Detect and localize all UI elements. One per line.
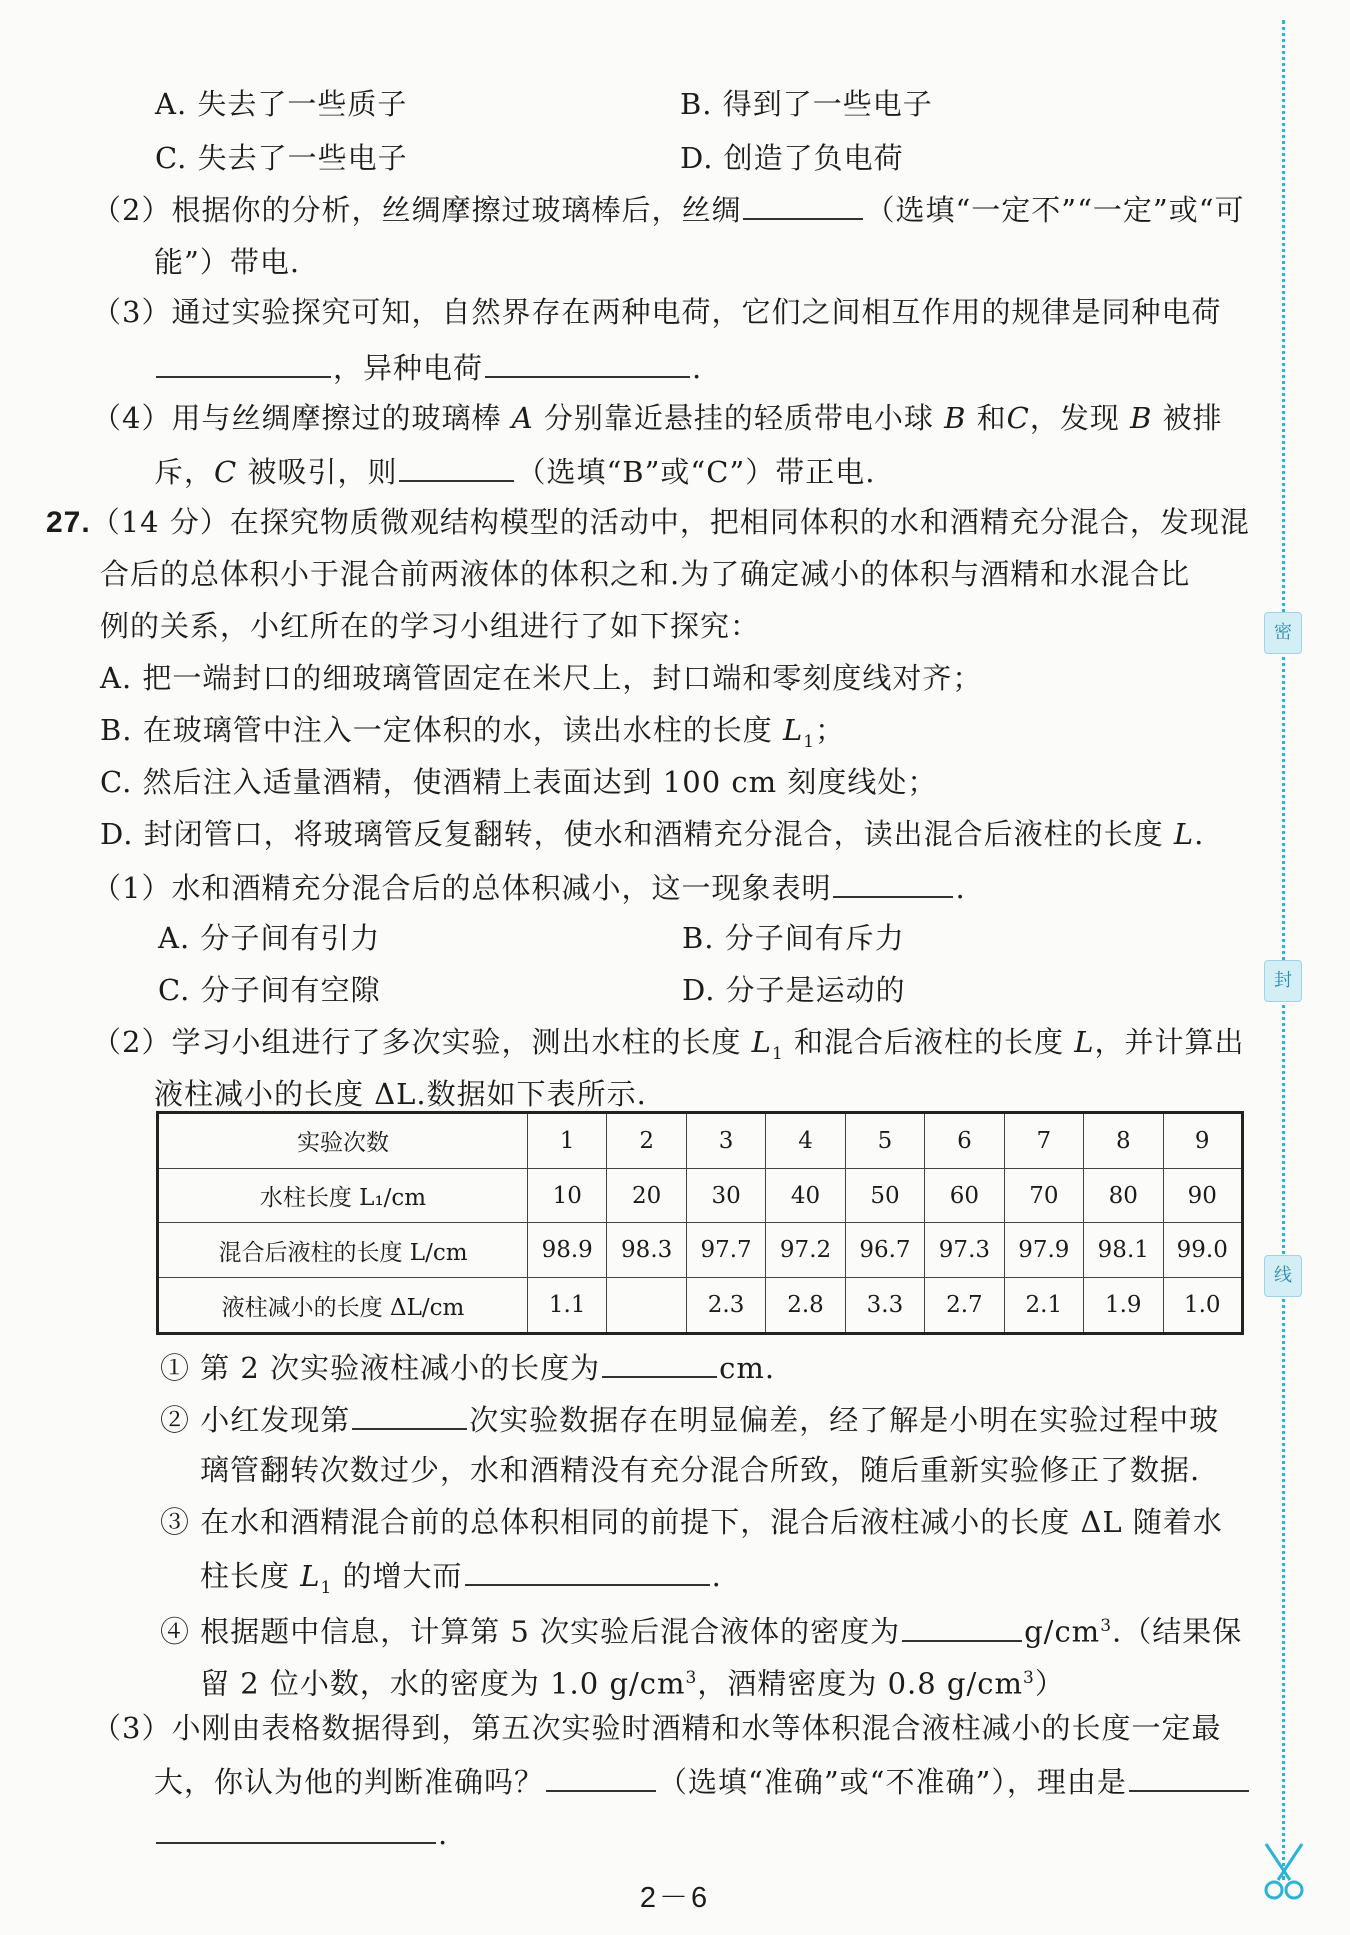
q27-intro-line1: 27.（14 分）在探究物质微观结构模型的活动中，把相同体积的水和酒精充分混合，发现混 xyxy=(46,505,1250,539)
q27-part2-line2: 液柱减小的长度 ΔL.数据如下表所示. xyxy=(154,1077,647,1111)
binding-margin-line xyxy=(1282,20,1285,1880)
q27-part2-line1: （2）学习小组进行了多次实验，测出水柱的长度 $L_1$ 和混合后液柱的长度 L，并计算出 xyxy=(92,1025,1245,1064)
table-cell: 实验次数 xyxy=(158,1113,528,1169)
table-cell: 30 xyxy=(686,1168,765,1223)
question-number: 27. xyxy=(46,506,91,539)
table-cell: 98.3 xyxy=(607,1223,686,1278)
table-cell: 2.8 xyxy=(766,1278,845,1334)
table-cell: 97.9 xyxy=(1004,1223,1083,1278)
q27-intro-line3: 例的关系，小红所在的学习小组进行了如下探究： xyxy=(100,609,761,643)
table-cell: 混合后液柱的长度 L/cm xyxy=(158,1223,528,1278)
table-cell: 7 xyxy=(1004,1113,1083,1169)
q27-step-d: D. 封闭管口，将玻璃管反复翻转，使水和酒精充分混合，读出混合后液柱的长度 L. xyxy=(100,817,1205,851)
table-cell: 20 xyxy=(607,1168,686,1223)
q27-sub3-line1: ③ 在水和酒精混合前的总体积相同的前提下，混合后液柱减小的长度 ΔL 随着水 xyxy=(160,1505,1223,1539)
margin-tag-feng: 封 xyxy=(1264,960,1302,1002)
q27-intro-line2: 合后的总体积小于混合前两液体的体积之和.为了确定减小的体积与酒精和水混合比 xyxy=(100,557,1191,591)
table-cell: 10 xyxy=(528,1168,607,1223)
table-cell: 水柱长度 L₁/cm xyxy=(158,1168,528,1223)
q26-part3-line2: ，异种电荷 . xyxy=(154,346,702,388)
q27-sub2-line1: ② 小红发现第 次实验数据存在明显偏差，经了解是小明在实验过程中玻 xyxy=(160,1398,1219,1440)
table-cell: 2.3 xyxy=(686,1278,765,1334)
table-cell: 50 xyxy=(845,1168,924,1223)
table-cell: 3 xyxy=(686,1113,765,1169)
experiment-data-table xyxy=(156,1111,1244,1335)
answer-blank[interactable] xyxy=(1129,1760,1249,1792)
table-cell: 97.3 xyxy=(925,1223,1004,1278)
q27-sub1: ① 第 2 次实验液柱减小的长度为 cm. xyxy=(160,1346,775,1388)
q27-part1-option-c: C. 分子间有空隙 xyxy=(158,973,381,1007)
table-cell: 98.1 xyxy=(1084,1223,1163,1278)
table-cell: 2.7 xyxy=(925,1278,1004,1334)
table-cell: 2.1 xyxy=(1004,1278,1083,1334)
answer-blank[interactable] xyxy=(156,1812,436,1844)
answer-blank[interactable] xyxy=(902,1610,1022,1642)
answer-blank[interactable] xyxy=(546,1760,656,1792)
q26-option-b: B. 得到了一些电子 xyxy=(680,87,933,121)
table-cell: 2 xyxy=(607,1113,686,1169)
answer-blank[interactable] xyxy=(602,1346,717,1378)
q27-part1-option-d: D. 分子是运动的 xyxy=(682,973,906,1007)
answer-blank[interactable] xyxy=(833,866,953,898)
q26-part2-line1: （2）根据你的分析，丝绸摩擦过玻璃棒后，丝绸 （选填“一定不”“一定”或“可 xyxy=(92,188,1245,230)
q27-part3-line3: . xyxy=(154,1812,448,1854)
q27-sub3-line2: 柱长度 $L_1$ 的增大而 . xyxy=(200,1554,722,1608)
answer-blank[interactable] xyxy=(156,346,331,378)
table-cell: 1.9 xyxy=(1084,1278,1163,1334)
table-cell: 90 xyxy=(1163,1168,1243,1223)
table-cell: 9 xyxy=(1163,1113,1243,1169)
answer-blank[interactable] xyxy=(465,1554,710,1586)
table-cell: 97.2 xyxy=(766,1223,845,1278)
table-cell: 99.0 xyxy=(1163,1223,1243,1278)
q26-option-c: C. 失去了一些电子 xyxy=(155,141,408,175)
table-cell: 40 xyxy=(766,1168,845,1223)
table-cell: 1.1 xyxy=(528,1278,607,1334)
table-cell-blank[interactable] xyxy=(607,1278,686,1334)
table-cell: 1 xyxy=(528,1113,607,1169)
table-cell: 5 xyxy=(845,1113,924,1169)
table-cell: 80 xyxy=(1084,1168,1163,1223)
page-number: 2－6 xyxy=(639,1882,711,1914)
table-cell: 8 xyxy=(1084,1113,1163,1169)
table-row xyxy=(158,1168,1243,1223)
answer-blank[interactable] xyxy=(399,450,514,482)
table-row xyxy=(158,1278,1243,1334)
answer-blank[interactable] xyxy=(352,1398,467,1430)
answer-blank[interactable] xyxy=(743,188,863,220)
q26-part2-line2: 能”）带电. xyxy=(154,245,301,279)
q27-part3-line1: （3）小刚由表格数据得到，第五次实验时酒精和水等体积混合液柱减小的长度一定最 xyxy=(92,1711,1222,1745)
q26-part4-line2: 斥，C 被吸引，则 （选填“B”或“C”）带正电. xyxy=(154,450,875,492)
q26-part4-line1: （4）用与丝绸摩擦过的玻璃棒 A 分别靠近悬挂的轻质带电小球 B 和C，发现 B 被排 xyxy=(92,401,1223,435)
margin-tag-xian: 线 xyxy=(1264,1255,1302,1297)
q27-part3-line2: 大，你认为他的判断准确吗？ （选填“准确”或“不准确”），理由是 xyxy=(154,1760,1251,1802)
table-cell: 6 xyxy=(925,1113,1004,1169)
q27-part1-option-b: B. 分子间有斥力 xyxy=(682,921,905,955)
q27-part1-option-a: A. 分子间有引力 xyxy=(158,921,381,955)
q27-step-c: C. 然后注入适量酒精，使酒精上表面达到 100 cm 刻度线处； xyxy=(100,765,938,799)
q27-sub2-line2: 璃管翻转次数过少，水和酒精没有充分混合所致，随后重新实验修正了数据. xyxy=(200,1453,1201,1487)
table-cell: 3.3 xyxy=(845,1278,924,1334)
table-cell: 液柱减小的长度 ΔL/cm xyxy=(158,1278,528,1334)
q26-option-d: D. 创造了负电荷 xyxy=(680,141,904,175)
table-cell: 60 xyxy=(925,1168,1004,1223)
table-cell: 70 xyxy=(1004,1168,1083,1223)
margin-tag-mi: 密 xyxy=(1264,612,1302,654)
q27-step-a: A. 把一端封口的细玻璃管固定在米尺上，封口端和零刻度线对齐； xyxy=(100,661,983,695)
q26-part3-line1: （3）通过实验探究可知，自然界存在两种电荷，它们之间相互作用的规律是同种电荷 xyxy=(92,295,1222,329)
table-header-row xyxy=(158,1113,1243,1169)
table-cell: 98.9 xyxy=(528,1223,607,1278)
q26-option-a: A. 失去了一些质子 xyxy=(155,87,408,121)
table-cell: 96.7 xyxy=(845,1223,924,1278)
table-row xyxy=(158,1223,1243,1278)
table-cell: 1.0 xyxy=(1163,1278,1243,1334)
q27-part1: （1）水和酒精充分混合后的总体积减小，这一现象表明 . xyxy=(92,866,966,908)
q27-sub4-line1: ④ 根据题中信息，计算第 5 次实验后混合液体的密度为 $g/cm^3$.（结果保 xyxy=(160,1606,1242,1652)
table-cell: 4 xyxy=(766,1113,845,1169)
q27-sub4-line2: 留 2 位小数，水的密度为 1.0 $g/cm^3$，酒精密度为 0.8 $g/cm^3$） xyxy=(200,1666,1065,1701)
answer-blank[interactable] xyxy=(485,346,690,378)
table-cell: 97.7 xyxy=(686,1223,765,1278)
q27-step-b: B. 在玻璃管中注入一定体积的水，读出水柱的长度 $L_1$； xyxy=(100,713,846,752)
